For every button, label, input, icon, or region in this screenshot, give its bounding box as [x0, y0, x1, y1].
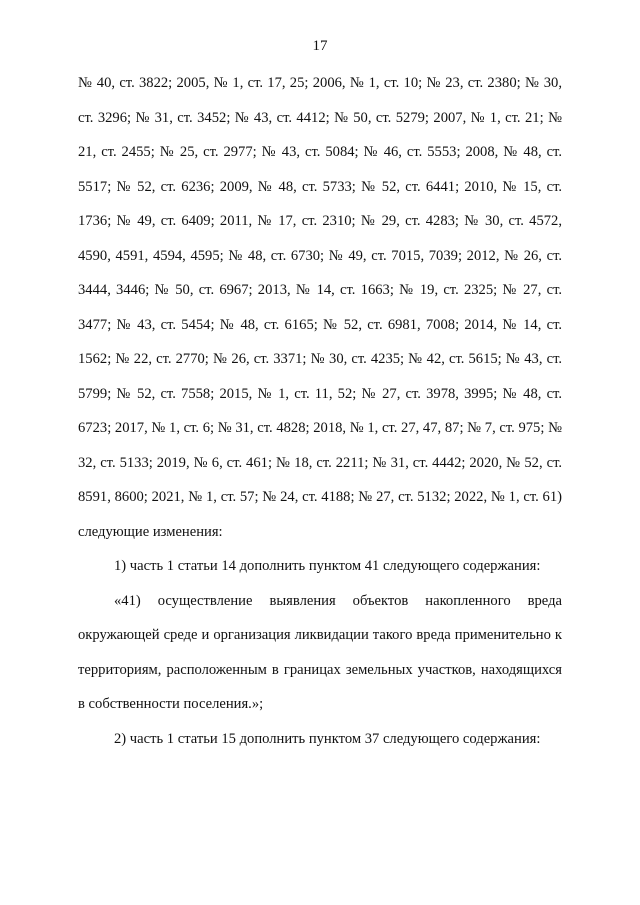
- page-number: 17: [312, 38, 328, 54]
- paragraph-amendment-2: 2) часть 1 статьи 15 дополнить пунктом 37 следующего содержания:: [114, 730, 541, 747]
- paragraph-quoted-item-41: «41) осуществление выявления объектов накопленного вреда окружающей среде и организация ликвидации такого вреда применительно к территориям, расположенным в границах земельных участков, находящихся в собственности поселения.»;: [78, 592, 562, 712]
- document-body: [78, 66, 562, 756]
- paragraph-legal-citations: № 40, ст. 3822; 2005, № 1, ст. 17, 25; 2006, № 1, ст. 10; № 23, ст. 2380; № 30, ст. 3296; № 31, ст. 3452; № 43, ст. 4412; № 50, ст. 5279; 2007, № 1, ст. 21; № 21, ст. 2455; № 25, ст. 2977; № 43, ст. 5084; № 46, ст. 5553; 2008, № 48, ст. 5517; № 52, ст. 6236; 2009, № 48, ст. 5733; № 52, ст. 6441; 2010, № 15, ст. 1736; № 49, ст. 6409; 2011, № 17, ст. 2310; № 29, ст. 4283; № 30, ст. 4572, 4590, 4591, 4594, 4595; № 48, ст. 6730; № 49, ст. 7015, 7039; 2012, № 26, ст. 3444, 3446; № 50, ст. 6967; 2013, № 14, ст. 1663; № 19, ст. 2325; № 27, ст. 3477; № 43, ст. 5454; № 48, ст. 6165; № 52, ст. 6981, 7008; 2014, № 14, ст. 1562; № 22, ст. 2770; № 26, ст. 3371; № 30, ст. 4235; № 42, ст. 5615; № 43, ст. 5799; № 52, ст. 7558; 2015, № 1, ст. 11, 52; № 27, ст. 3978, 3995; № 48, ст. 6723; 2017, № 1, ст. 6; № 31, ст. 4828; 2018, № 1, ст. 27, 47, 87; № 7, ст. 975; № 32, ст. 5133; 2019, № 6, ст. 461; № 18, ст. 2211; № 31, ст. 4442; 2020, № 52, ст. 8591, 8600; 2021, № 1, ст. 57; № 24, ст. 4188; № 27, ст. 5132; 2022, № 1, ст. 61) следующие изменения:: [78, 75, 562, 540]
- paragraph-amendment-1: 1) часть 1 статьи 14 дополнить пунктом 41 следующего содержания:: [114, 558, 541, 574]
